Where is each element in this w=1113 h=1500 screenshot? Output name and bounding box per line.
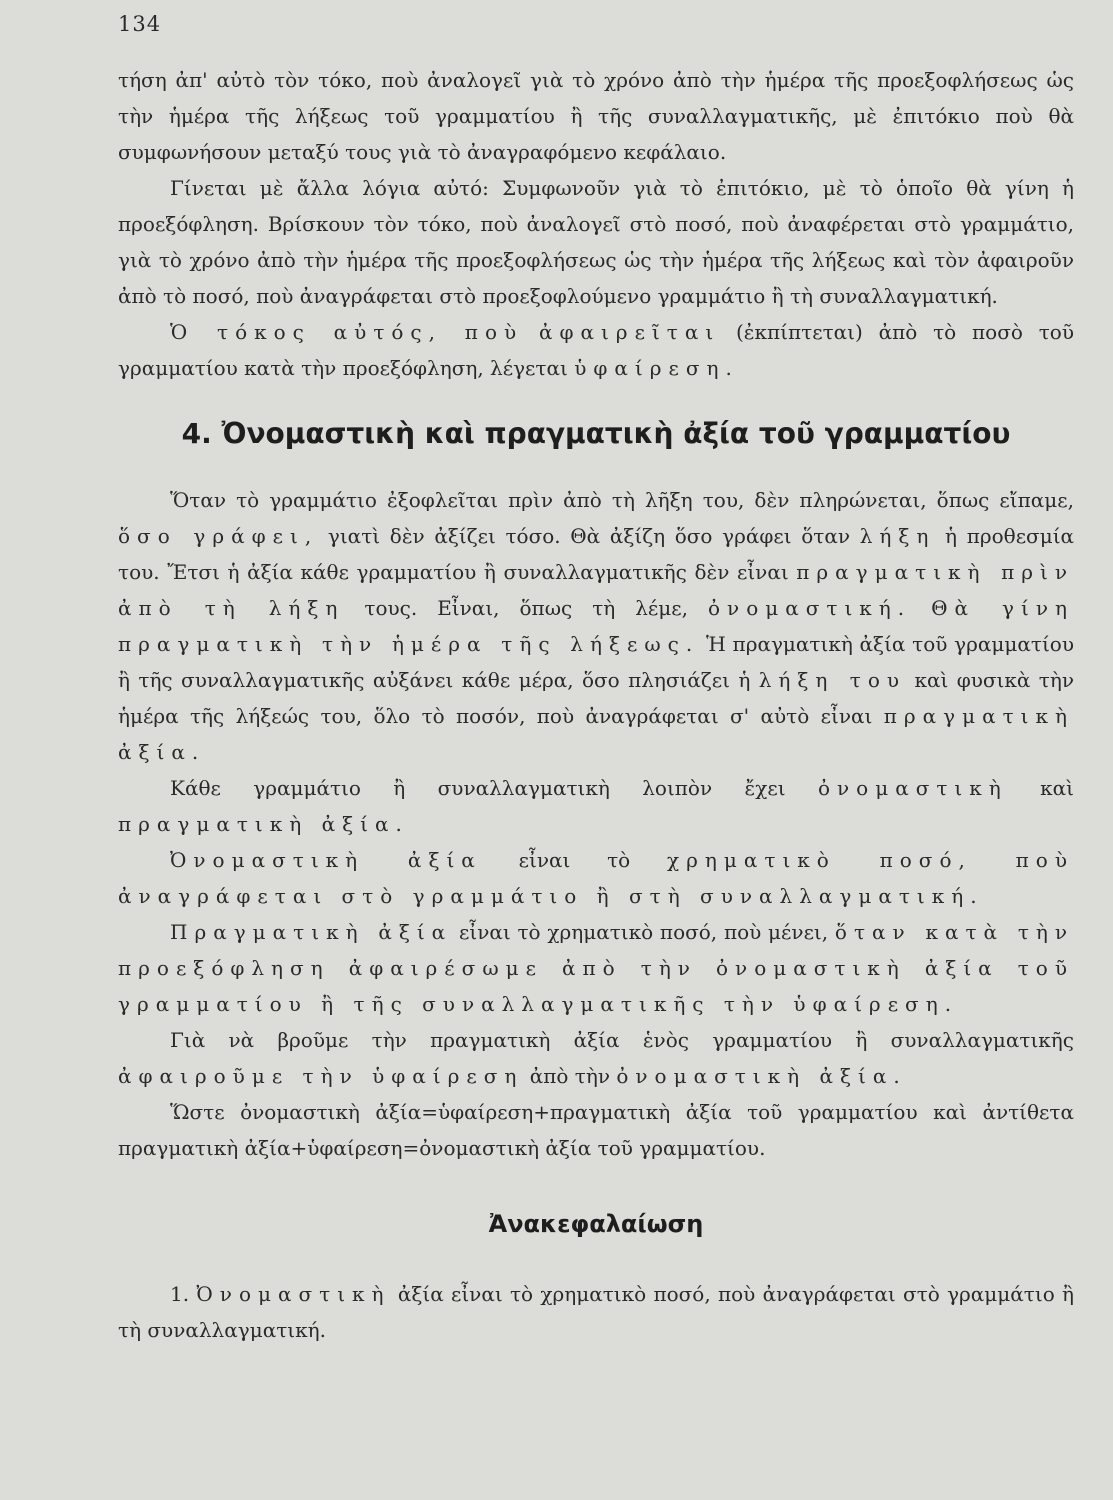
emph-run: λήξη του: [758, 668, 907, 692]
section-paragraph-4: [118, 914, 1074, 1022]
emph-run: πραγματικὴ ἀξία.: [118, 812, 409, 836]
text-run: τους. Εἶναι, ὅπως τὴ λέμε,: [364, 596, 688, 620]
emph-run: πραγματικὴ ἀξία.: [118, 704, 1074, 764]
section-paragraph-5: [118, 1022, 1074, 1094]
emph-run: ὅταν κατὰ τὴν προεξόφληση ἀφαιρέσωμε ἀπὸ τὴν ὀνομαστικὴ ἀξία τοῦ γραμματίου ἢ τῆς συναλλαγματικῆς τὴν ὑφαίρεση.: [118, 920, 1075, 1016]
text-run: ἀπὸ τὴν: [529, 1064, 610, 1088]
emph-run: Ὀνομαστικὴ: [196, 1282, 391, 1306]
text-run: Ὅταν τὸ γραμμάτιο ἐξοφλεῖται πρὶν ἀπὸ τὴ λῆξη του, δὲν πληρώνεται, ὅπως εἴπαμε,: [170, 488, 1074, 512]
text-run: εἶναι τὸ: [518, 848, 631, 872]
emph-subtracted: ἀφαιρεῖται: [538, 320, 721, 344]
intro-paragraph-3: [118, 314, 1074, 386]
emph-run: πραγματικὴ πρὶν ἀπὸ τὴ λήξη: [118, 560, 1075, 620]
emph-run: ἀφαιροῦμε τὴν ὑφαίρεση: [118, 1064, 524, 1088]
text-run: καὶ: [1040, 776, 1075, 800]
emph-discount: ὑφαίρεση.: [574, 356, 739, 380]
section-paragraph-3: [118, 842, 1074, 914]
page-body: [118, 62, 1074, 1348]
section-paragraph-2: [118, 770, 1074, 842]
emph-run: Ὀνομαστικὴ ἀξία: [170, 848, 482, 872]
text-run: Γιὰ νὰ βροῦμε τὴν πραγματικὴ ἀξία ἑνὸς γραμματίου ἢ συναλλαγματικῆς: [170, 1028, 1074, 1052]
summary-heading: Ἀνακεφαλαίωση: [488, 1210, 704, 1238]
section-paragraph-1: [118, 482, 1074, 770]
emph-run: ὀνομαστικὴ ἀξία.: [616, 1064, 907, 1088]
text-run: Κάθε γραμμάτιο ἢ συναλλαγματικὴ λοιπὸν ἔχει: [170, 776, 786, 800]
emph-run: Θὰ γίνη πραγματικὴ τὴν ἡμέρα τῆς λήξεως.: [118, 596, 1074, 656]
intro-paragraph-2: Γίνεται μὲ ἄλλα λόγια αὐτό: Συμφωνοῦν γιὰ τὸ ἐπιτόκιο, μὲ τὸ ὁποῖο θὰ γίνη ἡ προεξόφληση. Βρίσκουν τὸν τόκο, ποὺ ἀναλογεῖ στὸ ποσό, ποὺ ἀναφέρεται στὸ γραμμάτιο, γιὰ τὸ χρόνο ἀπὸ τὴν ἡμέρα τῆς προεξοφλήσεως ὡς τὴν ἡμέρα τῆς λήξεως καὶ τὸν ἀφαιροῦν ἀπὸ τὸ ποσό, ποὺ ἀναγράφεται στὸ προεξοφλούμενο γραμμάτιο ἢ τὴ συναλλαγματική.: [118, 176, 1074, 308]
intro-text: (ἐκπίπτεται) ἀπὸ τὸ ποσὸ τοῦ γραμματίου κατὰ τὴν προεξόφληση, λέγεται: [118, 320, 1074, 380]
text-run: καὶ φυσικὰ τὴν ἡμέρα τῆς λήξεώς του, ὅλο τὸ ποσόν, ποὺ ἀναγράφεται σ' αὐτὸ εἶναι: [118, 668, 1075, 728]
item-number: 1.: [170, 1282, 190, 1306]
page-number: 134: [118, 12, 162, 36]
emph-run: χρηματικὸ ποσό, ποὺ ἀναγράφεται στὸ γραμμάτιο ἢ στὴ συναλλαγματική.: [118, 848, 1074, 908]
text-run: ἡ προθεσμία του. Ἔτσι ἡ ἀξία κάθε γραμματίου ἢ συναλλαγματικῆς δὲν εἶναι: [118, 524, 1075, 584]
emph-run: λήξη: [859, 524, 936, 548]
section-heading: 4. Ὀνομαστικὴ καὶ πραγματικὴ ἀξία τοῦ γραμματίου: [181, 417, 1011, 450]
section-paragraph-6: Ὥστε ὀνομαστικὴ ἀξία=ὑφαίρεση+πραγματικὴ ἀξία τοῦ γραμματίου καὶ ἀντίθετα πραγματικὴ ἀξία+ὑφαίρεση=ὀνομαστικὴ ἀξία τοῦ γραμματίου.: [118, 1100, 1074, 1160]
summary-item-1: [118, 1276, 1074, 1348]
emph-run: Πραγματικὴ ἀξία: [170, 920, 453, 944]
intro-paragraph-1: τήση ἀπ' αὐτὸ τὸν τόκο, ποὺ ἀναλογεῖ γιὰ τὸ χρόνο ἀπὸ τὴν ἡμέρα τῆς προεξοφλήσεως ὡς τὴν ἡμέρα τῆς λήξεως τοῦ γραμματίου ἢ τῆς συναλλαγματικῆς, μὲ ἐπιτόκιο ποὺ θὰ συμφωνήσουν μεταξύ τους γιὰ τὸ ἀναγραφόμενο κεφάλαιο.: [118, 68, 1074, 164]
emph-run: ὀνομαστική.: [708, 596, 912, 620]
text-run: Ἡ πραγματικὴ ἀξία τοῦ γραμματίου ἢ τῆς συναλλαγματικῆς αὐξάνει κάθε μέρα, ὅσο πλησιάζει ἡ: [118, 632, 1074, 692]
emph-run: ὅσο γράφει,: [118, 524, 319, 548]
text-run: εἶναι τὸ χρηματικὸ ποσό, ποὺ μένει,: [458, 920, 829, 944]
emph-interest: Ὁ τόκος αὐτός, ποὺ: [170, 320, 524, 344]
text-run: γιατὶ δὲν ἀξίζει τόσο. Θὰ ἀξίζη ὅσο γράφει ὅταν: [327, 524, 851, 548]
text-run: ἀξία εἶναι τὸ χρηματικὸ ποσό, ποὺ ἀναγράφεται στὸ γραμμάτιο ἢ τὴ συναλλαγματική.: [118, 1282, 1075, 1342]
emph-run: ὀνομαστικὴ: [817, 776, 1008, 800]
